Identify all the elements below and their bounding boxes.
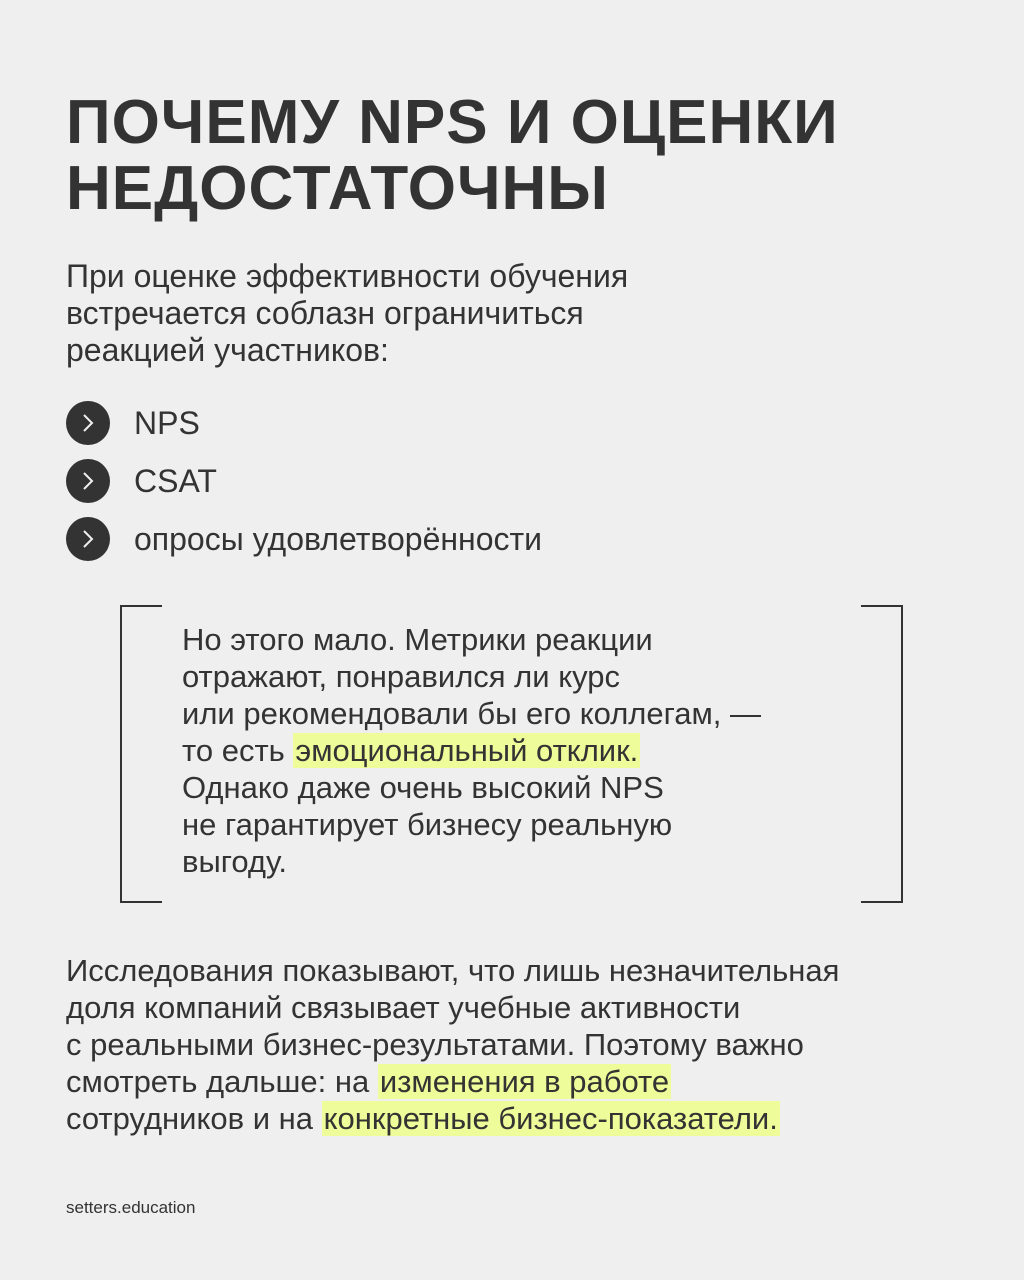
conclusion-line xyxy=(66,1100,966,1137)
quote-line: отражают, понравился ли курс xyxy=(182,659,620,694)
quote-line: Но этого мало. Метрики реакции xyxy=(182,622,653,657)
metrics-list xyxy=(66,394,946,568)
highlighted-text: эмоциональный отклик. xyxy=(295,733,639,768)
left-bracket xyxy=(120,605,162,903)
list-item xyxy=(66,452,946,510)
list-item-label: NPS xyxy=(134,405,200,441)
intro-line: При оценке эффективности обучения xyxy=(66,258,629,294)
quote-line xyxy=(182,732,872,769)
quote-text xyxy=(182,621,872,880)
conclusion-text-segment: сотрудников и на xyxy=(66,1101,322,1136)
quote-text-segment: то есть xyxy=(182,733,294,768)
chevron-right-icon xyxy=(66,459,110,503)
highlighted-text: изменения в работе xyxy=(379,1064,670,1099)
intro-paragraph xyxy=(66,258,946,369)
conclusion-line: доля компаний связывает учебные активности xyxy=(66,990,741,1025)
quote-block xyxy=(120,605,903,903)
highlighted-text: конкретные бизнес-показатели. xyxy=(323,1101,778,1136)
chevron-right-icon xyxy=(66,401,110,445)
list-item-label: CSAT xyxy=(134,463,217,499)
intro-line: встречается соблазн ограничиться xyxy=(66,295,584,331)
conclusion-paragraph xyxy=(66,952,966,1137)
page-title xyxy=(66,90,966,222)
list-item-label: опросы удовлетворённости xyxy=(134,521,543,557)
quote-line: выгоду. xyxy=(182,844,288,879)
footer-brand: setters.education xyxy=(66,1198,196,1217)
conclusion-line xyxy=(66,1063,966,1100)
conclusion-line: Исследования показывают, что лишь незначительная xyxy=(66,953,840,988)
title-line: ПОЧЕМУ NPS И ОЦЕНКИ xyxy=(66,88,839,157)
conclusion-text-segment: смотреть дальше: на xyxy=(66,1064,378,1099)
quote-line: Однако даже очень высокий NPS xyxy=(182,770,664,805)
intro-line: реакцией участников: xyxy=(66,332,389,368)
conclusion-line: с реальными бизнес-результатами. Поэтому важно xyxy=(66,1027,804,1062)
quote-line: не гарантирует бизнесу реальную xyxy=(182,807,673,842)
chevron-right-icon xyxy=(66,517,110,561)
list-item xyxy=(66,394,946,452)
list-item xyxy=(66,510,946,568)
quote-line: или рекомендовали бы его коллегам, — xyxy=(182,696,762,731)
title-line: НЕДОСТАТОЧНЫ xyxy=(66,154,609,223)
